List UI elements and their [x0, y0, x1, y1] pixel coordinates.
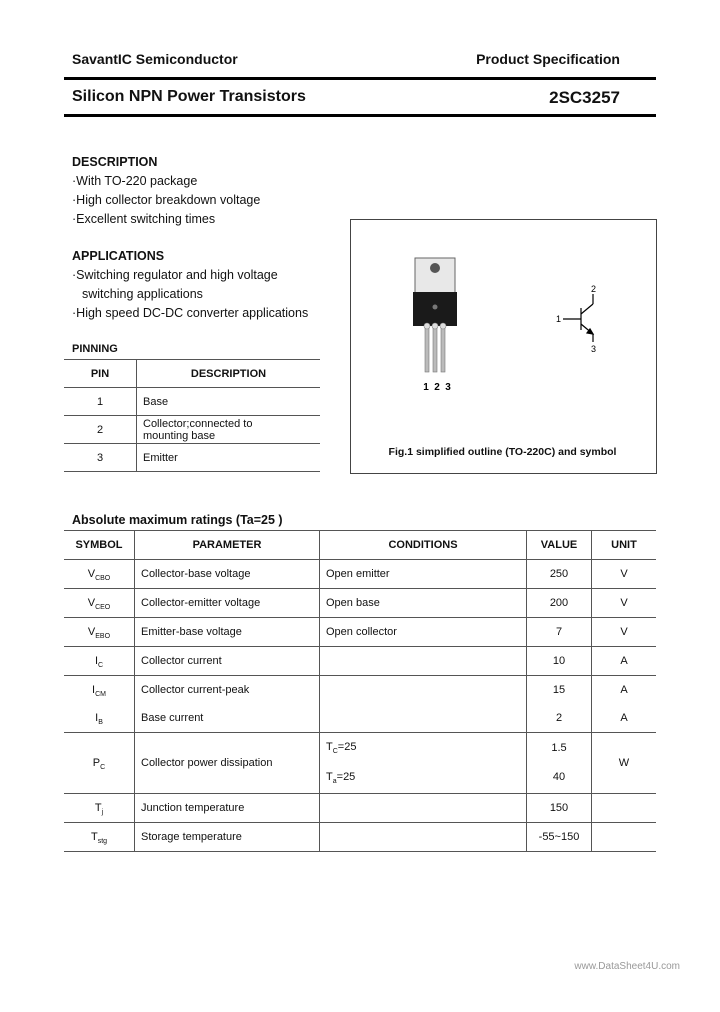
package-pin-label: 2 — [434, 382, 440, 393]
condition-subscript: C — [332, 748, 338, 755]
ratings-heading: Absolute maximum ratings (Ta=25 ) — [72, 513, 283, 527]
company-name: SavantIC Semiconductor — [72, 51, 238, 67]
figure-caption: Fig.1 simplified outline (TO-220C) and symbol — [388, 446, 617, 458]
rating-unit: A — [592, 676, 657, 705]
rating-condition: Open collector — [320, 618, 527, 647]
pinning-heading: PINNING — [72, 343, 118, 355]
description-column-header: DESCRIPTION — [137, 360, 321, 388]
rating-condition — [320, 823, 527, 852]
table-row — [64, 794, 656, 823]
rating-parameter: Junction temperature — [135, 794, 320, 823]
rating-condition — [320, 647, 527, 676]
condition-tail: =25 — [337, 741, 357, 753]
rating-value: 15 — [527, 676, 592, 705]
rating-condition — [320, 794, 527, 823]
condition-line — [326, 733, 520, 763]
rating-value: -55~150 — [527, 823, 592, 852]
rating-symbol — [64, 704, 135, 733]
description-heading: DESCRIPTION — [72, 155, 158, 169]
rating-parameter: Emitter-base voltage — [135, 618, 320, 647]
symbol-emitter-label: 3 — [591, 344, 597, 354]
rating-unit — [592, 794, 657, 823]
rating-condition — [320, 704, 527, 733]
applications-item: ·High speed DC-DC converter applications — [72, 306, 309, 320]
rating-unit: V — [592, 560, 657, 589]
symbol-subscript: j — [101, 809, 104, 816]
package-pin-label: 3 — [445, 382, 451, 393]
table-row — [64, 823, 656, 852]
rating-symbol — [64, 794, 135, 823]
rating-parameter: Collector current-peak — [135, 676, 320, 705]
symbol-letter: I — [95, 712, 99, 724]
condition-letter: T — [326, 741, 333, 753]
value-column-header: VALUE — [527, 531, 592, 560]
symbol-letter: T — [90, 831, 98, 843]
rating-value — [527, 733, 592, 794]
rating-value: 250 — [527, 560, 592, 589]
symbol-collector-label: 2 — [591, 284, 597, 294]
to220-package — [413, 258, 457, 372]
table-row — [64, 733, 656, 794]
ratings-table — [64, 530, 656, 852]
value-line: 40 — [552, 771, 566, 783]
rating-symbol — [64, 676, 135, 705]
table-row — [64, 704, 656, 733]
header-rule — [64, 77, 656, 80]
symbol-subscript: EBO — [95, 633, 111, 640]
table-row — [64, 589, 656, 618]
symbol-letter: V — [87, 626, 96, 638]
rating-condition — [320, 676, 527, 705]
applications-item: switching applications — [82, 287, 203, 301]
condition-tail: =25 — [336, 771, 356, 783]
applications-heading: APPLICATIONS — [72, 249, 165, 263]
symbol-subscript: B — [98, 719, 103, 726]
condition-subscript: a — [332, 778, 337, 785]
part-number: 2SC3257 — [549, 88, 620, 107]
conditions-column-header: CONDITIONS — [320, 531, 527, 560]
symbol-base-label: 1 — [556, 314, 562, 324]
document-title: Silicon NPN Power Transistors — [72, 88, 306, 105]
symbol-subscript: CM — [95, 691, 106, 698]
symbol-letter: V — [87, 568, 96, 580]
parameter-column-header: PARAMETER — [135, 531, 320, 560]
condition-letter: T — [326, 771, 333, 783]
symbol-subscript: C — [98, 662, 104, 669]
rating-symbol — [64, 589, 135, 618]
symbol-letter: T — [94, 802, 102, 814]
pin-description-line: Collector;connected to — [143, 417, 253, 430]
description-item: ·Excellent switching times — [72, 212, 216, 226]
unit-column-header: UNIT — [592, 531, 657, 560]
pin-number: 3 — [64, 444, 137, 472]
symbol-subscript: CBO — [95, 575, 111, 582]
pin-description: Base — [137, 388, 321, 416]
rating-unit: A — [592, 647, 657, 676]
rating-parameter: Collector-emitter voltage — [135, 589, 320, 618]
symbol-letter: I — [92, 684, 96, 696]
rating-parameter: Storage temperature — [135, 823, 320, 852]
pin-description-line: mounting base — [143, 429, 216, 442]
title-rule — [64, 114, 656, 117]
symbol-letter: P — [92, 757, 101, 769]
rating-symbol — [64, 823, 135, 852]
rating-parameter: Collector current — [135, 647, 320, 676]
rating-condition — [320, 733, 527, 794]
rating-value: 2 — [527, 704, 592, 733]
rating-symbol — [64, 733, 135, 794]
pinning-table — [64, 359, 320, 472]
rating-condition: Open emitter — [320, 560, 527, 589]
symbol-letter: I — [94, 655, 98, 667]
rating-symbol — [64, 618, 135, 647]
npn-transistor-symbol — [563, 294, 593, 342]
table-row — [64, 416, 320, 444]
table-row — [64, 560, 656, 589]
table-row — [64, 388, 320, 416]
spec-type: Product Specification — [476, 51, 620, 67]
symbol-subscript: C — [100, 764, 106, 771]
rating-parameter: Collector power dissipation — [135, 733, 320, 794]
rating-unit — [592, 823, 657, 852]
symbol-letter: V — [87, 597, 96, 609]
pin-description — [137, 416, 321, 444]
condition-line — [326, 763, 520, 793]
table-row — [64, 676, 656, 705]
rating-value: 10 — [527, 647, 592, 676]
value-line: 1.5 — [551, 742, 567, 754]
symbol-column-header: SYMBOL — [64, 531, 135, 560]
rating-unit: V — [592, 618, 657, 647]
table-row — [64, 618, 656, 647]
description-item: ·High collector breakdown voltage — [72, 193, 261, 207]
rating-parameter: Base current — [135, 704, 320, 733]
symbol-subscript: CEO — [95, 604, 111, 611]
rating-value: 7 — [527, 618, 592, 647]
applications-item: ·Switching regulator and high voltage — [72, 268, 278, 282]
rating-condition: Open base — [320, 589, 527, 618]
table-row — [64, 647, 656, 676]
rating-parameter: Collector-base voltage — [135, 560, 320, 589]
pin-description: Emitter — [137, 444, 321, 472]
rating-symbol — [64, 560, 135, 589]
description-item: ·With TO-220 package — [72, 174, 198, 188]
watermark: www.DataSheet4U.com — [574, 961, 680, 972]
rating-unit: A — [592, 704, 657, 733]
pin-number: 1 — [64, 388, 137, 416]
pin-column-header: PIN — [64, 360, 137, 388]
package-outline-figure — [351, 220, 656, 473]
pin-number: 2 — [64, 416, 137, 444]
rating-unit: V — [592, 589, 657, 618]
table-row — [64, 444, 320, 472]
rating-value: 200 — [527, 589, 592, 618]
symbol-subscript: stg — [97, 838, 108, 845]
rating-unit: W — [592, 733, 657, 794]
figure-box — [350, 219, 657, 474]
rating-value: 150 — [527, 794, 592, 823]
package-pin-label: 1 — [423, 382, 429, 393]
rating-symbol — [64, 647, 135, 676]
